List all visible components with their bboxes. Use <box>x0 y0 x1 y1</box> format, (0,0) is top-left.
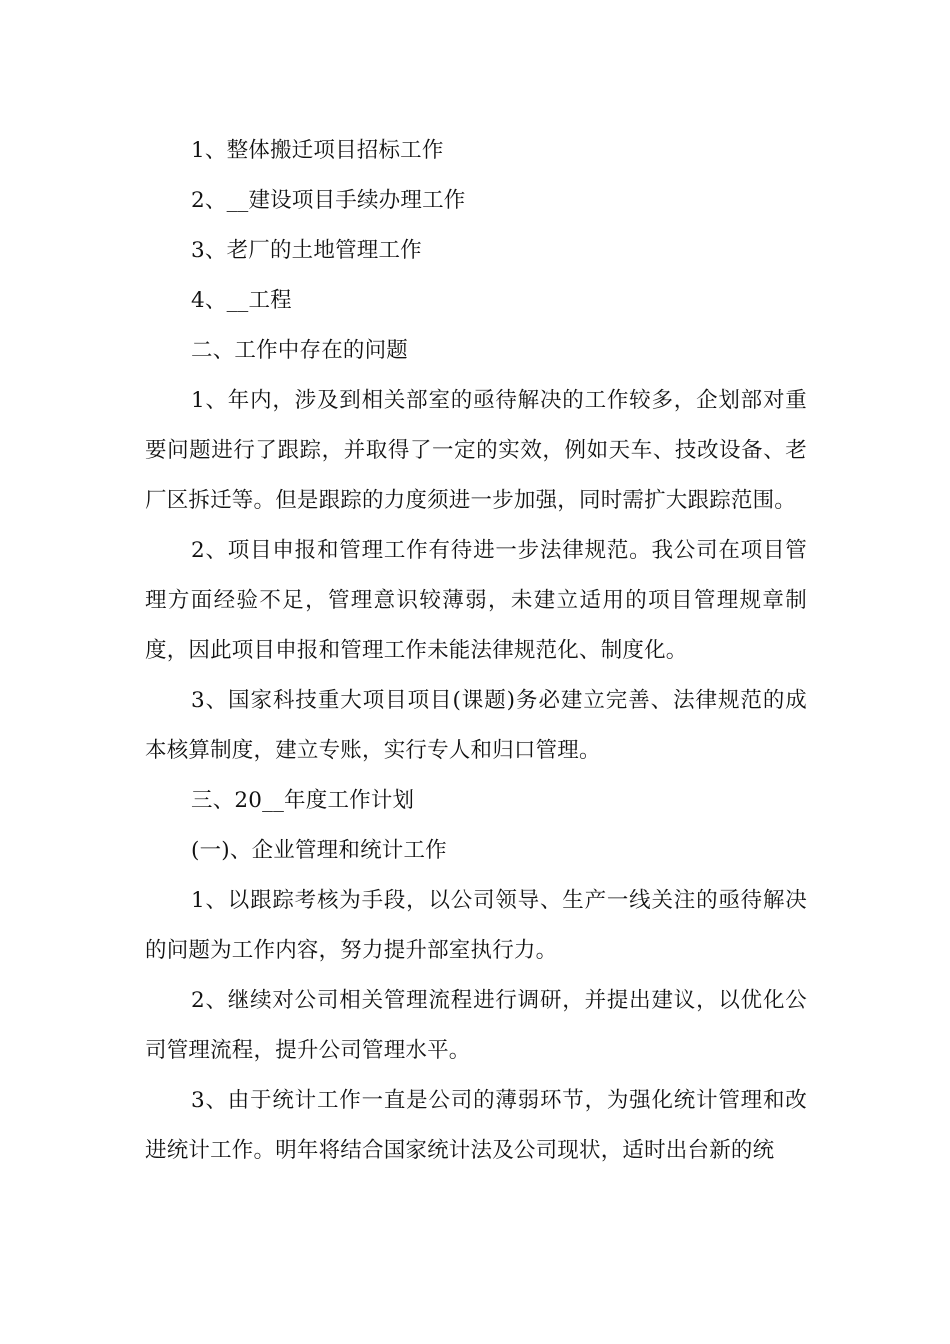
plan-paragraph-1: 1、以跟踪考核为手段，以公司领导、生产一线关注的亟待解决的问题为工作内容，努力提升部室执行力。 <box>145 888 807 963</box>
plan-paragraph-2: 2、继续对公司相关管理流程进行调研，并提出建议，以优化公司管理流程，提升公司管理水平。 <box>145 988 807 1063</box>
paragraph-item-2: 2、__建设项目手续办理工作 <box>191 188 466 213</box>
section-heading-problems: 二、工作中存在的问题 <box>191 338 409 363</box>
paragraph-item-3: 3、老厂的土地管理工作 <box>191 238 422 263</box>
problem-paragraph-3: 3、国家科技重大项目项目(课题)务必建立完善、法律规范的成本核算制度，建立专账，实行专人和归口管理。 <box>145 688 807 763</box>
document-body <box>145 126 807 1176</box>
section-heading-plan: 三、20__年度工作计划 <box>191 788 415 813</box>
subsection-heading-management: (一)、企业管理和统计工作 <box>191 838 447 863</box>
problem-paragraph-2: 2、项目申报和管理工作有待进一步法律规范。我公司在项目管理方面经验不足，管理意识较薄弱，未建立适用的项目管理规章制度，因此项目申报和管理工作未能法律规范化、制度化。 <box>145 538 807 663</box>
problem-paragraph-1: 1、年内，涉及到相关部室的亟待解决的工作较多，企划部对重要问题进行了跟踪，并取得了一定的实效，例如天车、技改设备、老厂区拆迁等。但是跟踪的力度须进一步加强，同时需扩大跟踪范围。 <box>145 388 807 513</box>
paragraph-item-4: 4、__工程 <box>191 288 292 313</box>
paragraph-item-1: 1、整体搬迁项目招标工作 <box>191 138 444 163</box>
plan-paragraph-3: 3、由于统计工作一直是公司的薄弱环节，为强化统计管理和改进统计工作。明年将结合国家统计法及公司现状，适时出台新的统 <box>145 1088 807 1163</box>
